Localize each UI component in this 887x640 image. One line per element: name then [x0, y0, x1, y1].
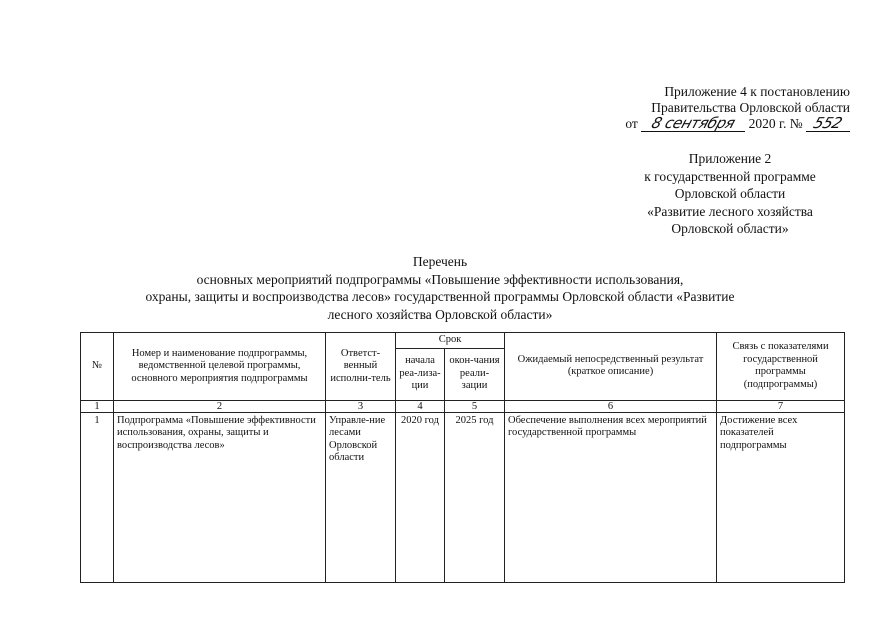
cell-name: Подпрограмма «Повышение эффективности использования, охраны, защиты и воспроизводства лесов»	[114, 412, 326, 582]
document-title	[110, 253, 770, 323]
column-number: 5	[445, 400, 505, 412]
header-responsible: Ответст-венный исполни-тель	[326, 333, 396, 401]
title-line: основных мероприятий подпрограммы «Повышение эффективности использования,	[196, 271, 684, 287]
appendix-2-line: к государственной программе	[644, 168, 816, 184]
header-result: Ожидаемый непосредственный результат (краткое описание)	[505, 333, 717, 401]
column-numbers-row	[81, 400, 845, 412]
appendix-4-date-line	[560, 116, 850, 132]
handwritten-number-field	[806, 116, 850, 132]
header-end: окон-чания реали-зации	[445, 348, 505, 400]
handwritten-number: 552	[811, 114, 845, 132]
year-number-label: 2020 г. №	[748, 116, 803, 131]
column-number: 3	[326, 400, 396, 412]
appendix-4-line-1: Приложение 4 к постановлению	[664, 84, 850, 99]
column-number: 1	[81, 400, 114, 412]
header-link: Связь с показателями государственной программы (подпрограммы)	[717, 333, 845, 401]
appendix-2-line: Приложение 2	[688, 151, 772, 166]
cell-end: 2025 год	[445, 412, 505, 582]
cell-responsible: Управле-ние лесами Орловской области	[326, 412, 396, 582]
header-name: Номер и наименование подпрограммы, ведомственной целевой программы, основного мероприятия подпрограммы	[114, 333, 326, 401]
title-line: лесного хозяйства Орловской области»	[327, 306, 553, 322]
appendix-2-line: «Развитие лесного хозяйства	[647, 203, 813, 219]
handwritten-date-field	[641, 116, 745, 132]
handwritten-date: 8 сентября	[649, 114, 738, 132]
table-row	[81, 412, 845, 582]
header-term: Срок	[396, 333, 505, 349]
appendix-4-line-2: Правительства Орловской области	[651, 100, 850, 115]
from-label: от	[625, 116, 638, 131]
activities-table	[80, 332, 845, 583]
cell-link: Достижение всех показателей подпрограммы	[717, 412, 845, 582]
appendix-2-line: Орловской области	[674, 186, 786, 201]
cell-result: Обеспечение выполнения всех мероприятий государственной программы	[505, 412, 717, 582]
header-start: начала реа-лиза-ции	[396, 348, 445, 400]
title-heading: Перечень	[412, 254, 468, 269]
column-number: 4	[396, 400, 445, 412]
appendix-2-line: Орловской области»	[671, 221, 789, 236]
appendix-2-header	[600, 150, 860, 238]
header-no: №	[81, 333, 114, 401]
column-number: 2	[114, 400, 326, 412]
cell-no: 1	[81, 412, 114, 582]
column-number: 7	[717, 400, 845, 412]
column-number: 6	[505, 400, 717, 412]
title-line: охраны, защиты и воспроизводства лесов» государственной программы Орловской области «Развитие	[145, 289, 735, 304]
appendix-4-header	[560, 84, 850, 132]
cell-start: 2020 год	[396, 412, 445, 582]
